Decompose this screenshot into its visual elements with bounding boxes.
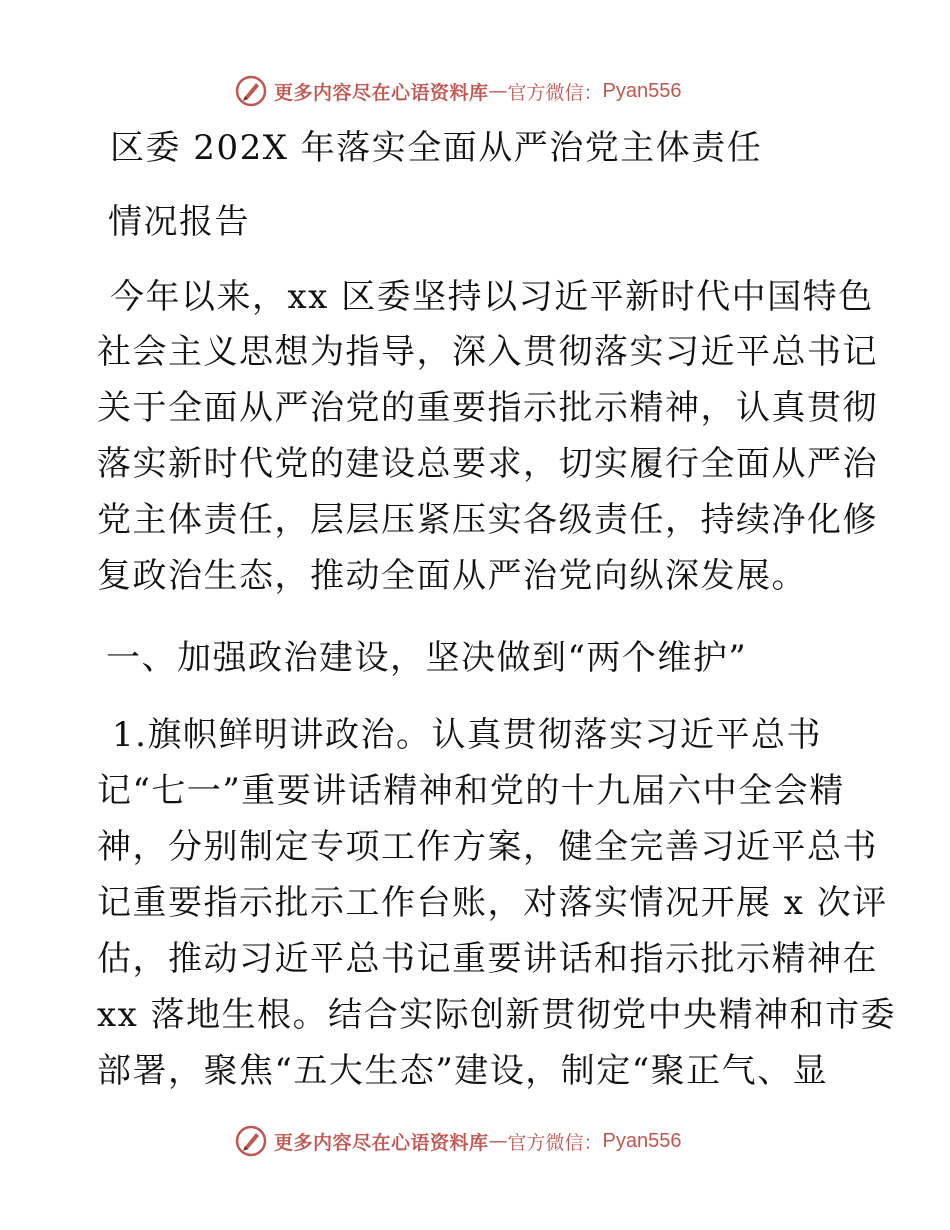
item-line: 部署，聚焦“五大生态”建设，制定“聚正气、显 bbox=[97, 1051, 829, 1091]
intro-line: 复政治生态，推动全面从严治党向纵深发展。 bbox=[97, 556, 807, 596]
watermark-text: 更多内容尽在心语资料库 bbox=[274, 1131, 489, 1154]
intro-line: 社会主义思想为指导，深入贯彻落实习近平总书记 bbox=[97, 332, 878, 372]
pen-logo-icon bbox=[234, 74, 268, 108]
intro-line: 党主体责任，层层压紧压实各级责任，持续净化修 bbox=[97, 500, 878, 540]
item-line: 1.旗帜鲜明讲政治。认真贯彻落实习近平总书 bbox=[112, 715, 822, 755]
item-line: 记“七一”重要讲话精神和党的十九届六中全会精 bbox=[97, 771, 845, 811]
watermark-label: 官方微信： bbox=[507, 81, 603, 104]
watermark-label: 官方微信： bbox=[507, 1131, 603, 1154]
intro-line: 落实新时代党的建设总要求，切实履行全面从严治 bbox=[97, 444, 878, 484]
watermark-footer bbox=[234, 1124, 682, 1158]
item-line: 估，推动习近平总书记重要讲话和指示批示精神在 bbox=[97, 939, 878, 979]
item-line: 记重要指示批示工作台账，对落实情况开展 x 次评 bbox=[97, 883, 888, 923]
watermark-separator: — bbox=[488, 80, 508, 102]
pen-logo-icon bbox=[234, 1124, 268, 1158]
watermark-header bbox=[234, 74, 682, 108]
watermark-wechat-id: Pyan556 bbox=[602, 1129, 682, 1152]
watermark-separator: — bbox=[488, 1130, 508, 1152]
section-heading: 一、加强政治建设，坚决做到“两个维护” bbox=[106, 638, 748, 678]
item-line: xx 落地生根。结合实际创新贯彻党中央精神和市委 bbox=[97, 995, 897, 1035]
watermark-wechat-id: Pyan556 bbox=[602, 79, 682, 102]
document-subtitle: 情况报告 bbox=[108, 202, 250, 242]
item-line: 神，分别制定专项工作方案，健全完善习近平总书 bbox=[97, 827, 878, 867]
document-title: 区委 202X 年落实全面从严治党主体责任 bbox=[110, 128, 763, 168]
intro-line: 今年以来，xx 区委坚持以习近平新时代中国特色 bbox=[110, 277, 874, 317]
watermark-text: 更多内容尽在心语资料库 bbox=[274, 81, 489, 104]
intro-line: 关于全面从严治党的重要指示批示精神，认真贯彻 bbox=[97, 388, 878, 428]
